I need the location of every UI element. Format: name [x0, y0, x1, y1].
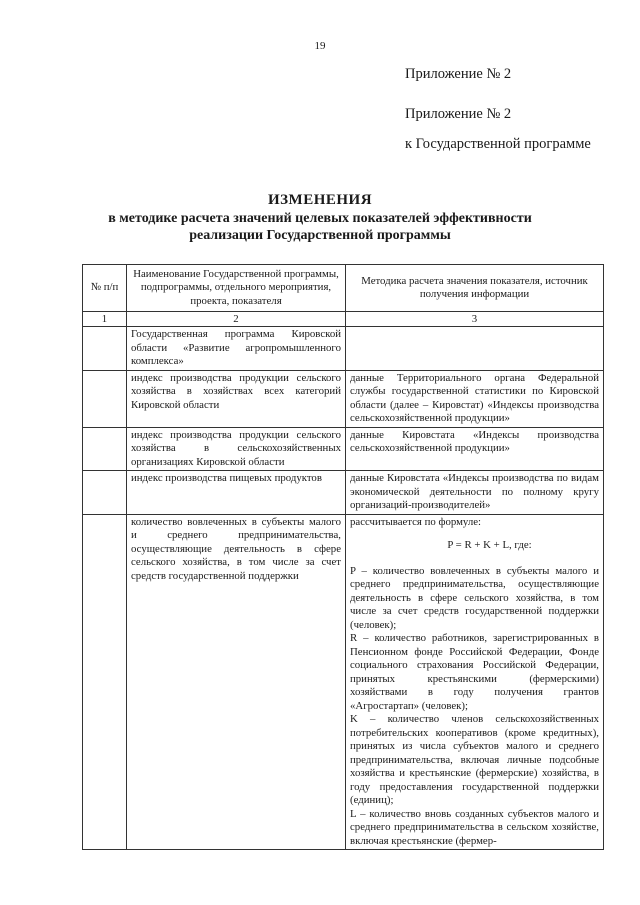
column-number-row: [83, 312, 604, 327]
row-name-cell: количество вовлеченных в субъекты малого и среднего предпринимательства, осуществляющие деятельность в сфере сельского хозяйства, в том числе за счет средств государственной поддержки: [127, 514, 346, 850]
table-row: [83, 370, 604, 427]
definition-p: P – количество вовлеченных в субъекты малого и среднего предпринимательства, осуществляющие деятельность в сфере сельского хозяйства, в том числе за счет средств государственной поддержки (человек);: [350, 564, 599, 631]
row-name-cell: Государственная программа Кировской области «Развитие агропромышленного комплекса»: [127, 327, 346, 371]
table-row: [83, 327, 604, 371]
row-number-cell: [83, 471, 127, 515]
row-name-cell: индекс производства пищевых продуктов: [127, 471, 346, 515]
row-method-cell: [346, 514, 604, 850]
row-number-cell: [83, 427, 127, 471]
method-intro: рассчитывается по формуле:: [350, 515, 482, 528]
document-title: [0, 190, 640, 244]
row-method-cell: данные Территориального органа Федеральной службы государственной статистики по Кировской области (далее – Кировстат) «Индексы производства сельскохозяйственной продукции»: [346, 370, 604, 427]
table-header-row: [83, 265, 604, 312]
formula: P = R + K + L, где:: [447, 539, 532, 551]
row-number-cell: [83, 327, 127, 371]
row-name-cell: индекс производства продукции сельского хозяйства в сельскохозяйственных организациях Кировской области: [127, 427, 346, 471]
header-name: Наименование Государственной программы, подпрограммы, отдельного мероприятия, проекта, показателя: [127, 265, 346, 312]
row-number-cell: [83, 514, 127, 850]
row-number-cell: [83, 370, 127, 427]
row-method-cell: [346, 327, 604, 371]
row-method-cell: данные Кировстата «Индексы производства сельскохозяйственной продукции»: [346, 427, 604, 471]
definition-r: R – количество работников, зарегистрированных в Пенсионном фонде Российской Федерации, Фонде социального страхования Российской Федерации, принятых крестьянскими (фермерскими) хозяйствами в году получения грантов «Агростартап» (человек);: [350, 632, 599, 712]
column-number: 1: [83, 312, 127, 327]
appendix-label-repeat: Приложение № 2: [405, 106, 512, 122]
table-row: [83, 427, 604, 471]
header-number: № п/п: [83, 265, 127, 312]
title-subheading-cont: реализации Государственной программы: [189, 228, 451, 243]
title-heading: ИЗМЕНЕНИЯ: [267, 192, 373, 208]
appendix-label: Приложение № 2: [405, 66, 512, 82]
definition-k: K – количество членов сельскохозяйственных потребительских кооперативов (кроме кредитных), принятых из числа субъектов малого и среднего предпринимательства, включая личные подсобные хозяйства и крестьянские (фермерские) хозяйства, в году предоставления государственной поддержки (единиц);: [350, 713, 599, 806]
row-name-cell: индекс производства продукции сельского хозяйства в хозяйствах всех категорий Кировской области: [127, 370, 346, 427]
table-row: [83, 471, 604, 515]
table-row: [83, 514, 604, 850]
page-number: 19: [314, 40, 326, 52]
indicators-table: [82, 264, 604, 850]
row-method-cell: данные Кировстата «Индексы производства по видам экономической деятельности по полному кругу организаций-производителей»: [346, 471, 604, 515]
header-method: Методика расчета значения показателя, источник получения информации: [346, 265, 604, 312]
column-number: 2: [127, 312, 346, 327]
title-subheading: в методике расчета значений целевых показателей эффективности: [108, 211, 532, 226]
definition-l: L – количество вновь созданных субъектов малого и среднего предпринимательства в сельском хозяйстве, включая крестьянские (фермер-: [350, 807, 599, 847]
appendix-reference: к Государственной программе: [405, 136, 591, 152]
column-number: 3: [346, 312, 604, 327]
